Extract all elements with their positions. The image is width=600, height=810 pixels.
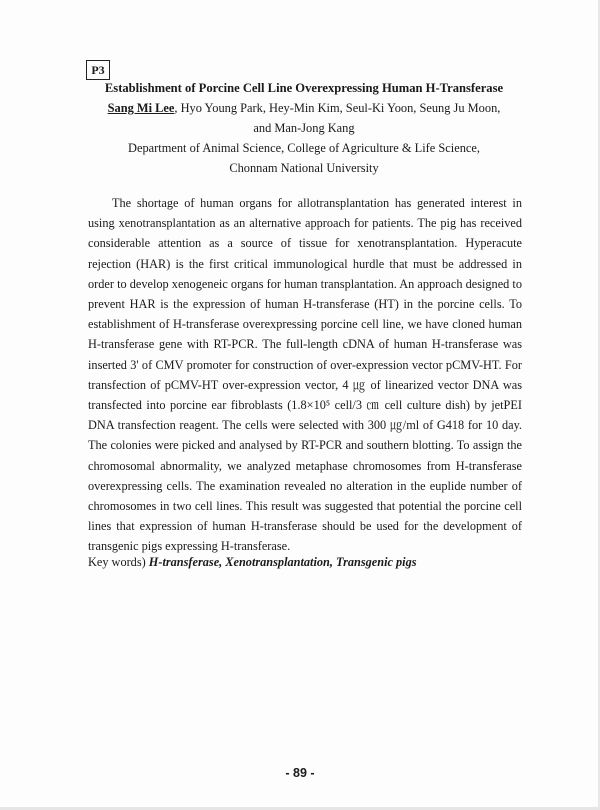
co-authors-line-2: and Man-Jong Kang [253,121,355,135]
co-authors-line-1: , Hyo Young Park, Hey-Min Kim, Seul-Ki Yoon, Seung Ju Moon, [174,101,501,115]
keywords [88,552,522,572]
abstract-id-box: P3 [86,60,110,80]
page-number: - 89 - [285,766,315,780]
abstract-body [88,193,522,557]
abstract-title: Establishment of Porcine Cell Line Overexpressing Human H-Transferase [104,81,504,95]
abstract-paragraph: The shortage of human organs for allotransplantation has generated interest in using xenotransplantation as an alternative approach for patients. The pig has received considerable attention as a source of tissue for xenotransplantation. Hyperacute rejection (HAR) is the first critical immunological hurdle that must be addressed in order to develop xenogeneic organs for human transplantation. An approach designed to prevent HAR is the expression of human H-transferase (HT) in the porcine cells. To establishment of H-transferase overexpressing porcine cell line, we have cloned human H-transferase gene with RT-PCR. The full-length cDNA of human H-transferase was inserted 3' of CMV promoter for construction of over-expression vector pCMV-HT. For transfection of pCMV-HT over-expression vector, 4 ㎍ of linearized vector DNA was transfected into porcine ear fibroblasts (1.8×10⁵ cell/3 ㎝ cell culture dish) by jetPEI DNA transfection reagent. The cells were selected with 300 ㎍/ml of G418 for 10 day. The colonies were picked and analysed by RT-PCR and southern blotting. To assign the chromosomal abnormality, we analyzed metaphase chromosomes from H-transferase overexpressing cells. The examination revealed no alteration in the euplide number of chromosomes in two cell lines. This result was suggested that potential the porcine cell lines that expression of human H-transferase should be used for the development of transgenic pigs expressing H-transferase. [88,196,522,554]
keywords-label: Key words) [88,555,149,569]
lead-author: Sang Mi Lee [107,101,175,115]
keywords-terms: H-transferase, Xenotransplantation, Transgenic pigs [148,555,417,569]
abstract-header [86,78,522,178]
author-line [86,98,522,118]
affiliation-line-1: Department of Animal Science, College of Agriculture & Life Science, [128,141,480,155]
affiliation-line-2: Chonnam National University [229,161,379,175]
